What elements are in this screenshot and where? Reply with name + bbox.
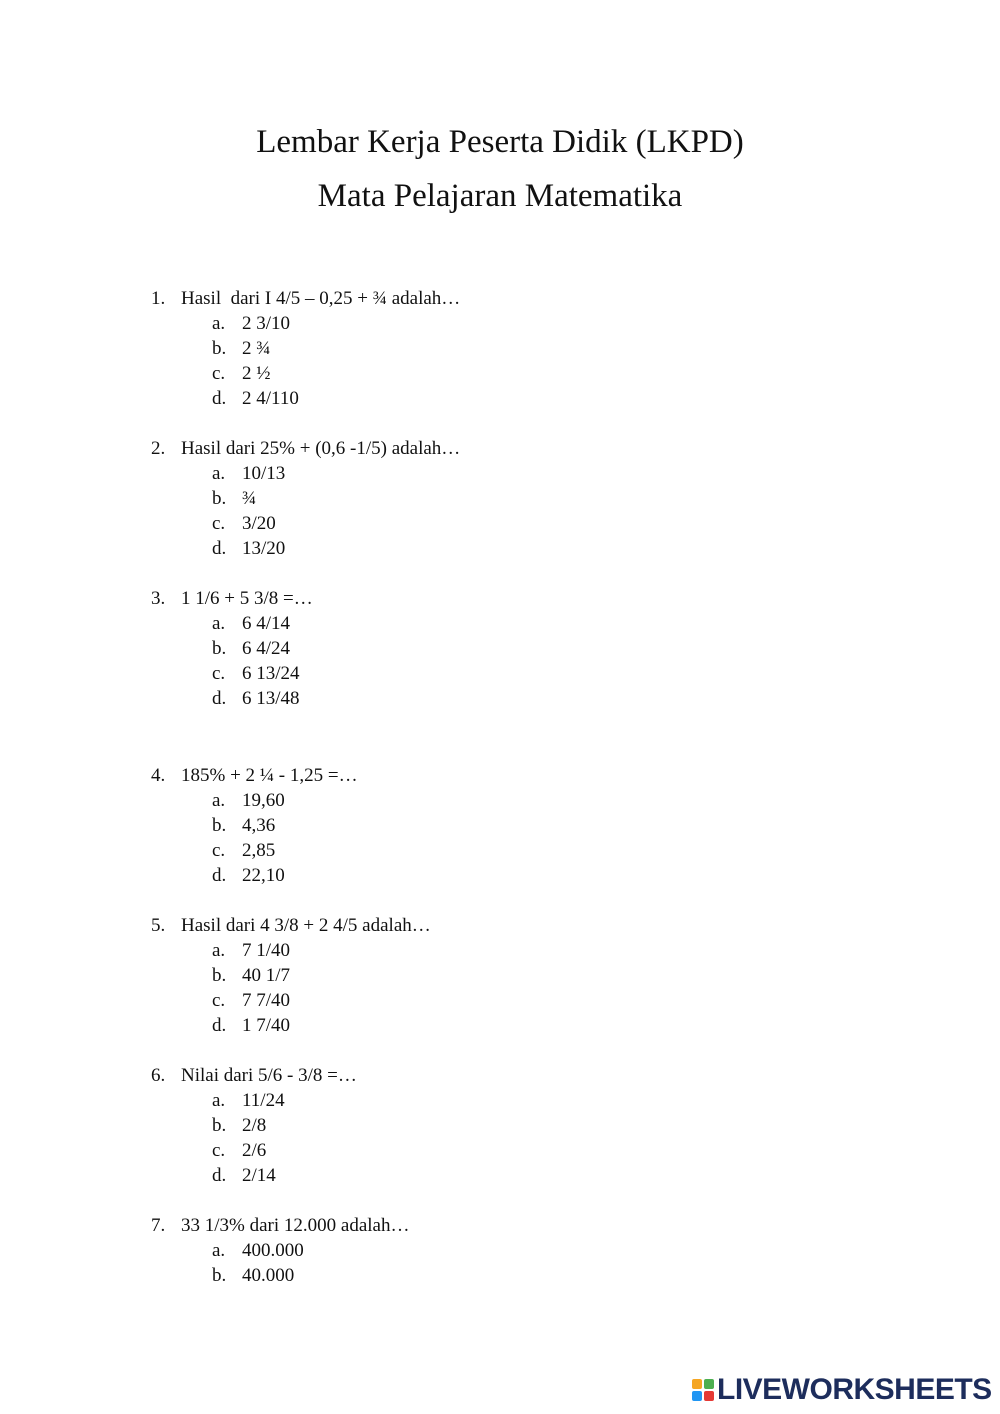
option-b[interactable]: b. 40 1/7 [212, 965, 291, 986]
question-number: 4. [151, 765, 166, 786]
option-b[interactable]: b. 2 ¾ [212, 338, 271, 359]
question-1 [151, 286, 460, 411]
option-b[interactable]: b. 4,36 [212, 815, 276, 836]
option-a[interactable]: a. 11/24 [212, 1090, 285, 1111]
option-b[interactable]: b. ¾ [212, 488, 257, 509]
option-a[interactable]: a. 7 1/40 [212, 940, 291, 961]
liveworksheets-logo [692, 1374, 992, 1406]
question-number: 2. [151, 438, 166, 459]
question-text: Hasil dari 25% + (0,6 -1/5) adalah… [181, 438, 461, 459]
option-c[interactable]: c. 3/20 [212, 513, 276, 534]
question-number: 5. [151, 915, 166, 936]
question-2 [151, 436, 460, 561]
question-number: 3. [151, 588, 166, 609]
logo-grid-icon [692, 1379, 714, 1401]
question-number: 6. [151, 1065, 166, 1086]
question-7 [151, 1213, 409, 1288]
option-a[interactable]: a. 19,60 [212, 790, 285, 811]
question-number: 7. [151, 1215, 166, 1236]
option-d[interactable]: d. 22,10 [212, 865, 285, 886]
question-4 [151, 763, 358, 888]
question-text: Nilai dari 5/6 - 3/8 =… [181, 1065, 357, 1086]
question-5 [151, 913, 431, 1038]
option-c[interactable]: c. 2 ½ [212, 363, 271, 384]
option-d[interactable]: d. 6 13/48 [212, 688, 300, 709]
option-d[interactable]: d. 1 7/40 [212, 1015, 291, 1036]
option-d[interactable]: d. 2 4/110 [212, 388, 299, 409]
option-a[interactable]: a. 10/13 [212, 463, 286, 484]
question-text: Hasil dari 4 3/8 + 2 4/5 adalah… [181, 915, 431, 936]
page-title: Lembar Kerja Peserta Didik (LKPD) [256, 124, 744, 160]
option-b[interactable]: b. 6 4/24 [212, 638, 291, 659]
option-b[interactable]: b. 40.000 [212, 1265, 295, 1286]
option-c[interactable]: c. 6 13/24 [212, 663, 300, 684]
question-text: Hasil dari I 4/5 – 0,25 + ¾ adalah… [181, 288, 461, 309]
option-a[interactable]: a. 2 3/10 [212, 313, 291, 334]
option-c[interactable]: c. 2,85 [212, 840, 276, 861]
option-b[interactable]: b. 2/8 [212, 1115, 267, 1136]
question-text: 185% + 2 ¼ - 1,25 =… [181, 765, 358, 786]
option-c[interactable]: c. 2/6 [212, 1140, 267, 1161]
option-a[interactable]: a. 6 4/14 [212, 613, 291, 634]
logo-text: LIVEWORKSHEETS [717, 1373, 992, 1406]
option-d[interactable]: d. 2/14 [212, 1165, 276, 1186]
question-text: 1 1/6 + 5 3/8 =… [181, 588, 313, 609]
question-6 [151, 1063, 357, 1188]
option-d[interactable]: d. 13/20 [212, 538, 286, 559]
question-number: 1. [151, 288, 166, 309]
option-a[interactable]: a. 400.000 [212, 1240, 304, 1261]
page-subtitle: Mata Pelajaran Matematika [317, 178, 683, 214]
option-c[interactable]: c. 7 7/40 [212, 990, 291, 1011]
question-text: 33 1/3% dari 12.000 adalah… [181, 1215, 410, 1236]
question-3 [151, 586, 313, 711]
